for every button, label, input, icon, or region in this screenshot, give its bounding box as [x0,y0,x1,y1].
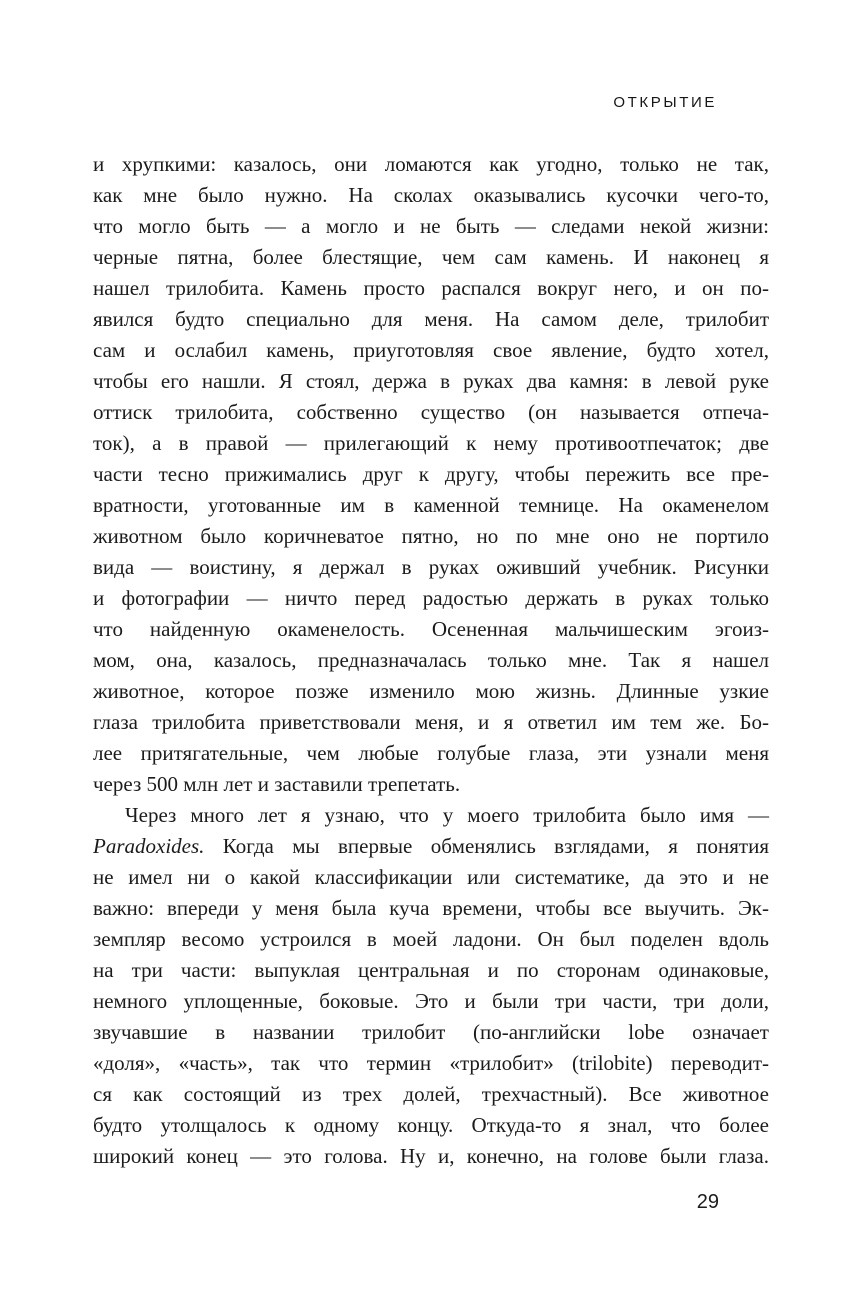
text-line: что найденную окаменелость. Осененная мальчишеским эгоиз- [93,617,769,641]
running-header: ОТКРЫТИЕ [613,94,717,111]
text-line: немного уплощенные, боковые. Это и были три части, три доли, [93,989,769,1013]
text-line: не имел ни о какой классификации или систематике, да это и не [93,865,769,889]
text-line: широкий конец — это голова. Ну и, конечно, на голове были глаза. [93,1144,769,1168]
body-text [93,149,769,1172]
text-line: чтобы его нашли. Я стоял, держа в руках два камня: в левой руке [93,369,769,393]
page-number: 29 [696,1191,719,1213]
text-line: как мне было нужно. На сколах оказывались кусочки чего-то, [93,183,769,207]
text-line: Paradoxides. Когда мы впервые обменялись взглядами, я понятия [93,834,769,858]
text-line: и хрупкими: казалось, они ломаются как угодно, только не так, [93,152,769,176]
text-line: вратности, уготованные им в каменной темнице. На окаменелом [93,493,769,517]
text-line: Через много лет я узнаю, что у моего трилобита было имя — [125,803,769,827]
text-line: на три части: выпуклая центральная и по сторонам одинаковые, [93,958,769,982]
text-line: мом, она, казалось, предназначалась только мне. Так я нашел [93,648,769,672]
text-line: что могло быть — а могло и не быть — следами некой жизни: [93,214,769,238]
text-line: важно: впереди у меня была куча времени, чтобы все выучить. Эк- [93,896,769,920]
text-line: черные пятна, более блестящие, чем сам камень. И наконец я [93,245,769,269]
text-line: будто утолщалось к одному концу. Откуда-то я знал, что более [93,1113,769,1137]
text-line: вида — воистину, я держал в руках оживший учебник. Рисунки [93,555,769,579]
text-line: ся как состоящий из трех долей, трехчастный). Все животное [93,1082,769,1106]
text-line: животном было коричневатое пятно, но по мне оно не портило [93,524,769,548]
text-line: и фотографии — ничто перед радостью держать в руках только [93,586,769,610]
paragraph [93,800,769,1172]
text-line: земпляр весомо устроился в моей ладони. Он был поделен вдоль [93,927,769,951]
italic-species-name: Paradoxides. [93,834,205,858]
text-line: ток), а в правой — прилегающий к нему противоотпечаток; две [93,431,769,455]
text-line: звучавшие в названии трилобит (по-английски lobe означает [93,1020,769,1044]
text-line: глаза трилобита приветствовали меня, и я ответил им тем же. Бо- [93,710,769,734]
text-line: «доля», «часть», так что термин «трилобит» (trilobite) переводит- [93,1051,769,1075]
text-line: через 500 млн лет и заставили трепетать. [93,772,461,796]
text-line: явился будто специально для меня. На самом деле, трилобит [93,307,769,331]
text-line: лее притягательные, чем любые голубые глаза, эти узнали меня [93,741,769,765]
text-line: животное, которое позже изменило мою жизнь. Длинные узкие [93,679,769,703]
text-line: оттиск трилобита, собственно существо (он называется отпеча- [93,400,769,424]
paragraph [93,149,769,800]
text-line: части тесно прижимались друг к другу, чтобы пережить все пре- [93,462,769,486]
text-line: нашел трилобита. Камень просто распался вокруг него, и он по- [93,276,769,300]
text-line: сам и ослабил камень, приуготовляя свое явление, будто хотел, [93,338,769,362]
